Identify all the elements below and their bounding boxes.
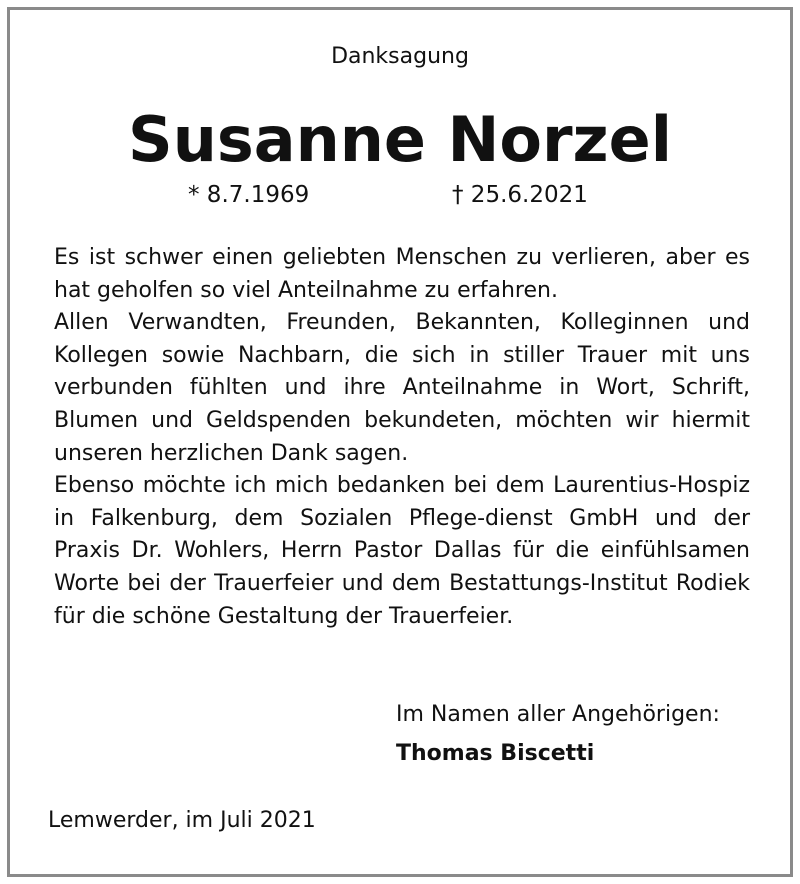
- birth-date: * 8.7.1969: [188, 182, 310, 208]
- place-and-date: Lemwerder, im Juli 2021: [48, 808, 316, 833]
- deceased-name: Susanne Norzel: [128, 103, 672, 176]
- signature-name: Thomas Biscetti: [396, 741, 595, 766]
- paragraph-acknowledgements: Ebenso möchte ich mich bedanken bei dem Laurentius-Hospiz in Falkenburg, dem Sozialen Pflege-dienst GmbH und der Praxis Dr. Wohlers, Herrn Pastor Dallas für die einfühlsamen Worte bei der Trauerfeier und dem Bestattungs-Institut Rodiek für die schöne Gestaltung der Trauerfeier.: [54, 473, 750, 629]
- paragraph-intro: Es ist schwer einen geliebten Menschen zu verlieren, aber es hat geholfen so viel Anteilnahme zu erfahren.: [54, 245, 750, 303]
- signature-intro: Im Namen aller Angehörigen:: [396, 702, 720, 727]
- notice-body: [54, 242, 750, 633]
- notice-heading: Danksagung: [331, 44, 469, 69]
- paragraph-thanks: Allen Verwandten, Freunden, Bekannten, Kolleginnen und Kollegen sowie Nachbarn, die sich in stiller Trauer mit uns verbunden fühlten und ihre Anteilnahme in Wort, Schrift, Blumen und Geldspenden bekundeten, möchten wir hiermit unseren herzlichen Dank sagen.: [54, 310, 750, 466]
- death-date: † 25.6.2021: [452, 182, 588, 208]
